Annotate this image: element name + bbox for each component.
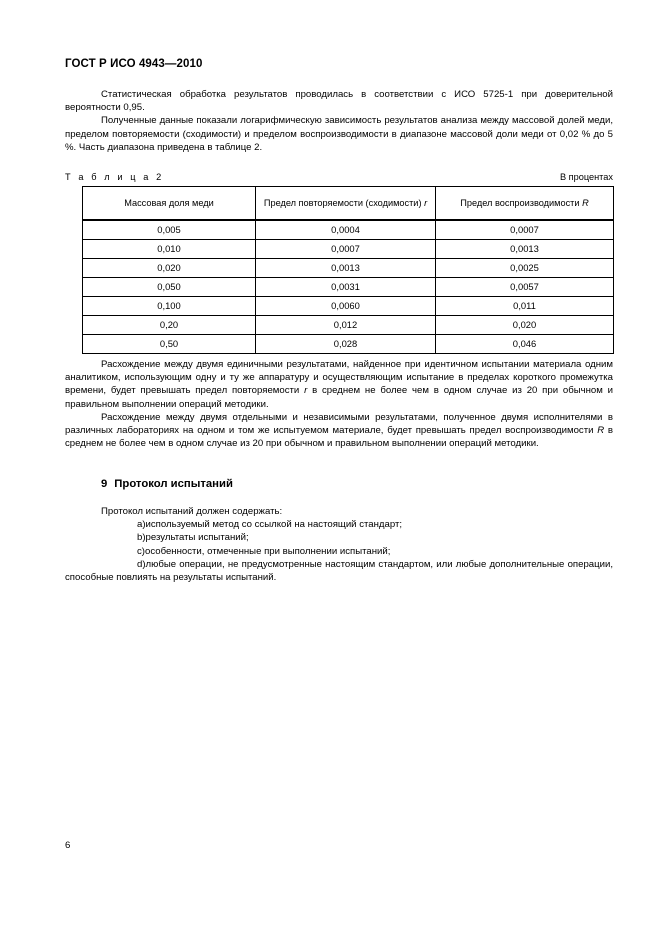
table-cell: 0,028 <box>256 335 436 354</box>
table-cell: 0,0007 <box>256 240 436 259</box>
table-cell: 0,0057 <box>436 278 614 297</box>
list-item-marker: d) <box>137 558 146 570</box>
section-9-lead-text: Протокол испытаний должен содержать: <box>101 506 283 517</box>
table-cell: 0,50 <box>83 335 256 354</box>
list-item <box>65 558 613 584</box>
table-cell: 0,0031 <box>256 278 436 297</box>
table-cell: 0,046 <box>436 335 614 354</box>
section-9-title: Протокол испытаний <box>114 478 233 490</box>
column-header-symbol: r <box>424 197 428 208</box>
section-9-item-list <box>65 518 613 584</box>
intro-paragraph-2: Полученные данные показали логарифмическую зависимость результатов анализа между массовой долей меди, пределом повторяемости (сходимости) и пределом воспроизводимости в диапазоне массовой доли меди от 0,02 % до 5 %. Часть диапазона приведена в таблице 2. <box>65 115 613 153</box>
table-body <box>83 220 614 354</box>
page-number: 6 <box>65 840 71 851</box>
section-9-heading <box>101 478 233 490</box>
table-cell: 0,005 <box>83 220 256 240</box>
column-header-text: Массовая доля меди <box>124 197 214 208</box>
reproducibility-paragraph <box>65 411 613 451</box>
table-cell: 0,0060 <box>256 297 436 316</box>
intro-text-block <box>65 88 613 154</box>
column-header-text: Предел воспроизводимости <box>460 197 583 208</box>
table-cell: 0,010 <box>83 240 256 259</box>
list-item-text: используемый метод со ссылкой на настоящий стандарт; <box>145 519 403 531</box>
table-cell: 0,100 <box>83 297 256 316</box>
table-row <box>83 278 614 297</box>
precision-data-table <box>82 186 614 354</box>
list-item-marker: b) <box>137 532 146 544</box>
list-item-text: особенности, отмеченные при выполнении испытаний; <box>145 545 391 557</box>
table-cell: 0,020 <box>436 316 614 335</box>
list-item-marker: c) <box>137 545 145 557</box>
table-units-note: В процентах <box>559 172 613 182</box>
reproducibility-symbol: R <box>597 425 605 437</box>
table-header-row <box>83 187 614 221</box>
table-cell: 0,20 <box>83 316 256 335</box>
table-cell: 0,011 <box>436 297 614 316</box>
repeatability-text-before: Расхождение между двумя единичными результатами, найденное при идентичном испытании материала одним аналитиком, использующим одну и ту же аппаратуру и осуществляющим испытание в пределах короткого промежутка времени, будет превышать предел повторяемости <box>65 359 613 397</box>
repeatability-symbol: r <box>304 385 308 397</box>
precision-statements-block <box>65 358 613 450</box>
table-cell: 0,0013 <box>256 259 436 278</box>
intro-paragraph-1: Статистическая обработка результатов проводилась в соответствии с ИСО 5725-1 при доверительной вероятности 0,95. <box>65 89 613 114</box>
repeatability-paragraph <box>65 358 613 411</box>
table-row <box>83 259 614 278</box>
table-cell: 0,012 <box>256 316 436 335</box>
table-cell: 0,0007 <box>436 220 614 240</box>
table-label: Т а б л и ц а 2 <box>65 172 164 182</box>
list-item-text: любые операции, не предусмотренные настоящим стандартом, или любые дополнительные операции, способные повлиять на результаты испытаний. <box>65 558 613 584</box>
column-header-text: Предел повторяемости (сходимости) <box>263 197 425 208</box>
table-cell: 0,020 <box>83 259 256 278</box>
table-cell: 0,050 <box>83 278 256 297</box>
list-item <box>65 545 613 558</box>
table-row <box>83 335 614 354</box>
table-row <box>83 297 614 316</box>
list-item-text: результаты испытаний; <box>145 532 249 544</box>
table-caption-row <box>65 172 613 186</box>
table-cell: 0,0025 <box>436 259 614 278</box>
reproducibility-text-after: в среднем не более чем в одном случае из 20 при обычном и правильном выполнении операций методики. <box>65 425 613 450</box>
section-9-content <box>65 505 613 584</box>
list-item-marker: a) <box>137 519 146 531</box>
table-row <box>83 316 614 335</box>
column-header-reproducibility-limit <box>436 187 614 221</box>
reproducibility-text-before: Расхождение между двумя отдельными и независимыми результатами, полученное двумя исполнителями в различных лабораториях на одном и том же испытуемом материале, будет превышать предел воспроизводимости <box>65 411 613 437</box>
list-item <box>65 518 613 531</box>
column-header-symbol: R <box>582 197 589 208</box>
table-row <box>83 220 614 240</box>
column-header-mass-fraction <box>83 187 256 221</box>
table-cell: 0,0004 <box>256 220 436 240</box>
column-header-repeatability-limit <box>256 187 436 221</box>
section-9-number: 9 <box>101 478 108 490</box>
table-cell: 0,0013 <box>436 240 614 259</box>
document-header: ГОСТ Р ИСО 4943—2010 <box>65 58 203 70</box>
list-item <box>65 531 613 544</box>
repeatability-text-after: в среднем не более чем в одном случае из 20 при обычном и правильном выполнении операций методики. <box>65 385 614 410</box>
table-row <box>83 240 614 259</box>
